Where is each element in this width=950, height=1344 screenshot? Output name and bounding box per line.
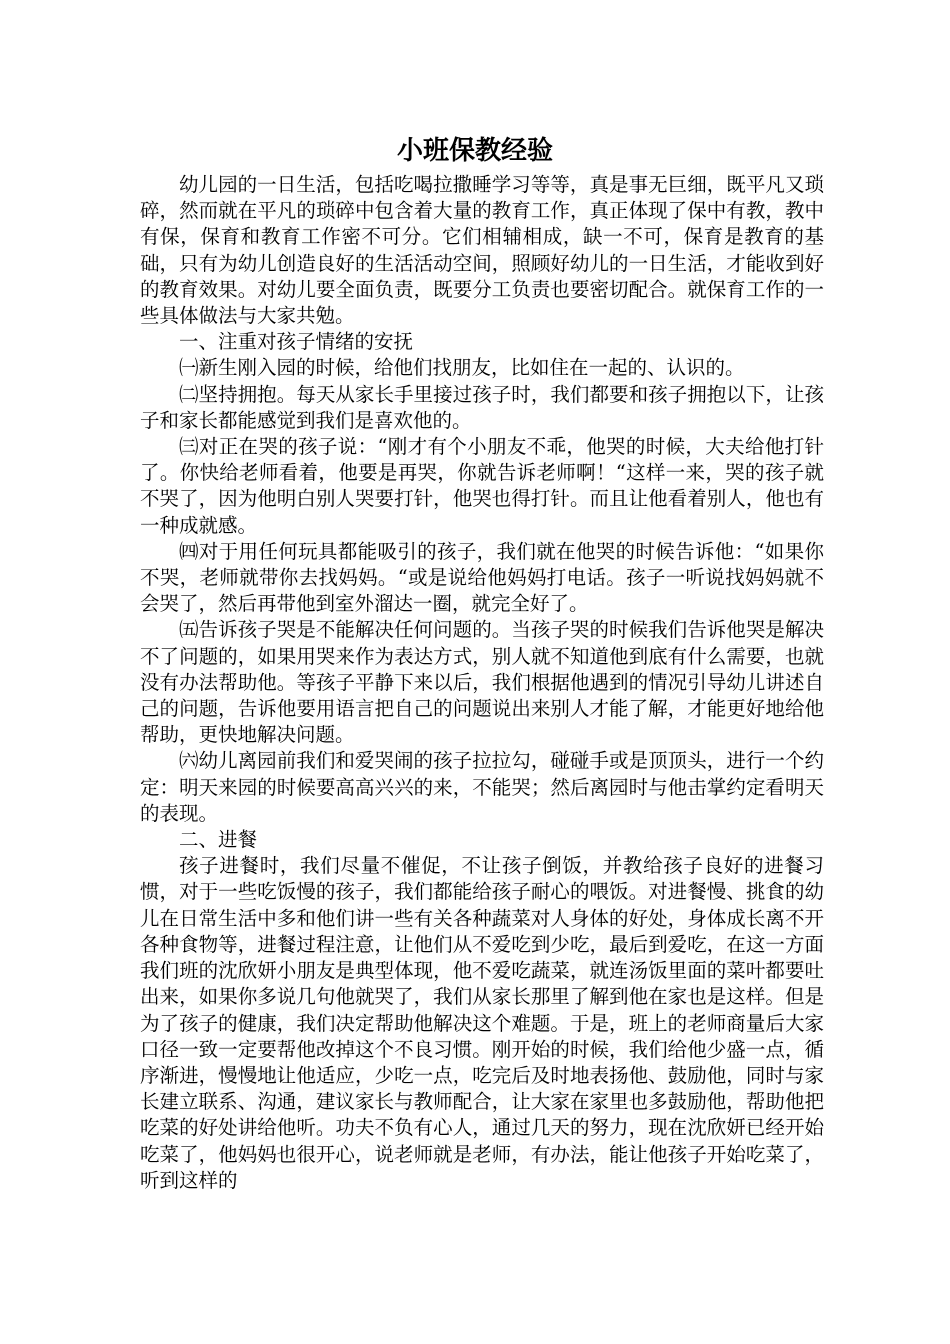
paragraph-item-2: ㈡坚持拥抱。每天从家长手里接过孩子时，我们都要和孩子拥抱以下，让孩子和家长都能感觉到我们是喜欢他的。	[140, 382, 824, 432]
paragraph-meals: 孩子进餐时，我们尽量不催促，不让孩子倒饭，并教给孩子良好的进餐习惯，对于一些吃饭慢的孩子，我们都能给孩子耐心的喂饭。对进餐慢、挑食的幼儿在日常生活中多和他们讲一些有关各种蔬菜对人身体的好处，身体成长离不开各种食物等，进餐过程注意，让他们从不爱吃到少吃，最后到爱吃，在这一方面我们班的沈欣妍小朋友是典型体现，他不爱吃蔬菜，就连汤饭里面的菜叶都要吐出来，如果你多说几句他就哭了，我们从家长那里了解到他在家也是这样。但是为了孩子的健康，我们决定帮助他解决这个难题。于是，班上的老师商量后大家口径一致一定要帮他改掉这个不良习惯。刚开始的时候，我们给他少盛一点，循序渐进，慢慢地让他适应，少吃一点，吃完后及时地表扬他、鼓励他，同时与家长建立联系、沟通，建议家长与教师配合，让大家在家里也多鼓励他，帮助他把吃菜的好处讲给他听。功夫不负有心人，通过几天的努力，现在沈欣妍已经开始吃菜了，他妈妈也很开心，说老师就是老师，有办法，能让他孩子开始吃菜了，听到这样的	[140, 854, 824, 1192]
paragraph-item-1: ㈠新生刚入园的时候，给他们找朋友，比如住在一起的、认识的。	[179, 356, 745, 380]
document-body	[140, 172, 824, 1194]
paragraph-item-4: ㈣对于用任何玩具都能吸引的孩子，我们就在他哭的时候告诉他：“如果你不哭，老师就带你去找妈妈。“或是说给他妈妈打电话。孩子一听说找妈妈就不会哭了，然后再带他到室外溜达一圈，就完全好了。	[140, 539, 824, 616]
paragraph-item-5: ㈤告诉孩子哭是不能解决任何问题的。当孩子哭的时候我们告诉他哭是解决不了问题的，如果用哭来作为表达方式，别人就不知道他到底有什么需要，也就没有办法帮助他。等孩子平静下来以后，我们根据他遇到的情况引导幼儿讲述自己的问题，告诉他要用语言把自己的问题说出来别人才能了解，才能更好地给他帮助，更快地解决问题。	[140, 618, 824, 747]
paragraph-item-6: ㈥幼儿离园前我们和爱哭闹的孩子拉拉勾，碰碰手或是顶顶头，进行一个约定：明天来园的时候要高高兴兴的来，不能哭；然后离园时与他击掌约定看明天的表现。	[140, 749, 824, 825]
paragraph-item-3: ㈢对正在哭的孩子说：“刚才有个小朋友不乖，他哭的时候，大夫给他打针了。你快给老师看着，他要是再哭，你就告诉老师啊！“这样一来，哭的孩子就不哭了，因为他明白别人哭要打针，他哭也得打针。而且让他看着别人，他也有一种成就感。	[140, 435, 824, 537]
section-heading-meals: 二、进餐	[179, 828, 258, 852]
paragraph-intro: 幼儿园的一日生活，包括吃喝拉撒睡学习等等，真是事无巨细，既平凡又琐碎，然而就在平凡的琐碎中包含着大量的教育工作，真正体现了保中有教，教中有保，保育和教育工作密不可分。它们相辅相成，缺一不可，保育是教育的基础，只有为幼儿创造良好的生活活动空间，照顾好幼儿的一日生活，才能收到好的教育效果。对幼儿要全面负责，既要分工负责也要密切配合。就保育工作的一些具体做法与大家共勉。	[140, 173, 824, 328]
document-title: 小班保教经验	[396, 136, 553, 166]
section-heading-emotions: 一、注重对孩子情绪的安抚	[179, 330, 414, 354]
